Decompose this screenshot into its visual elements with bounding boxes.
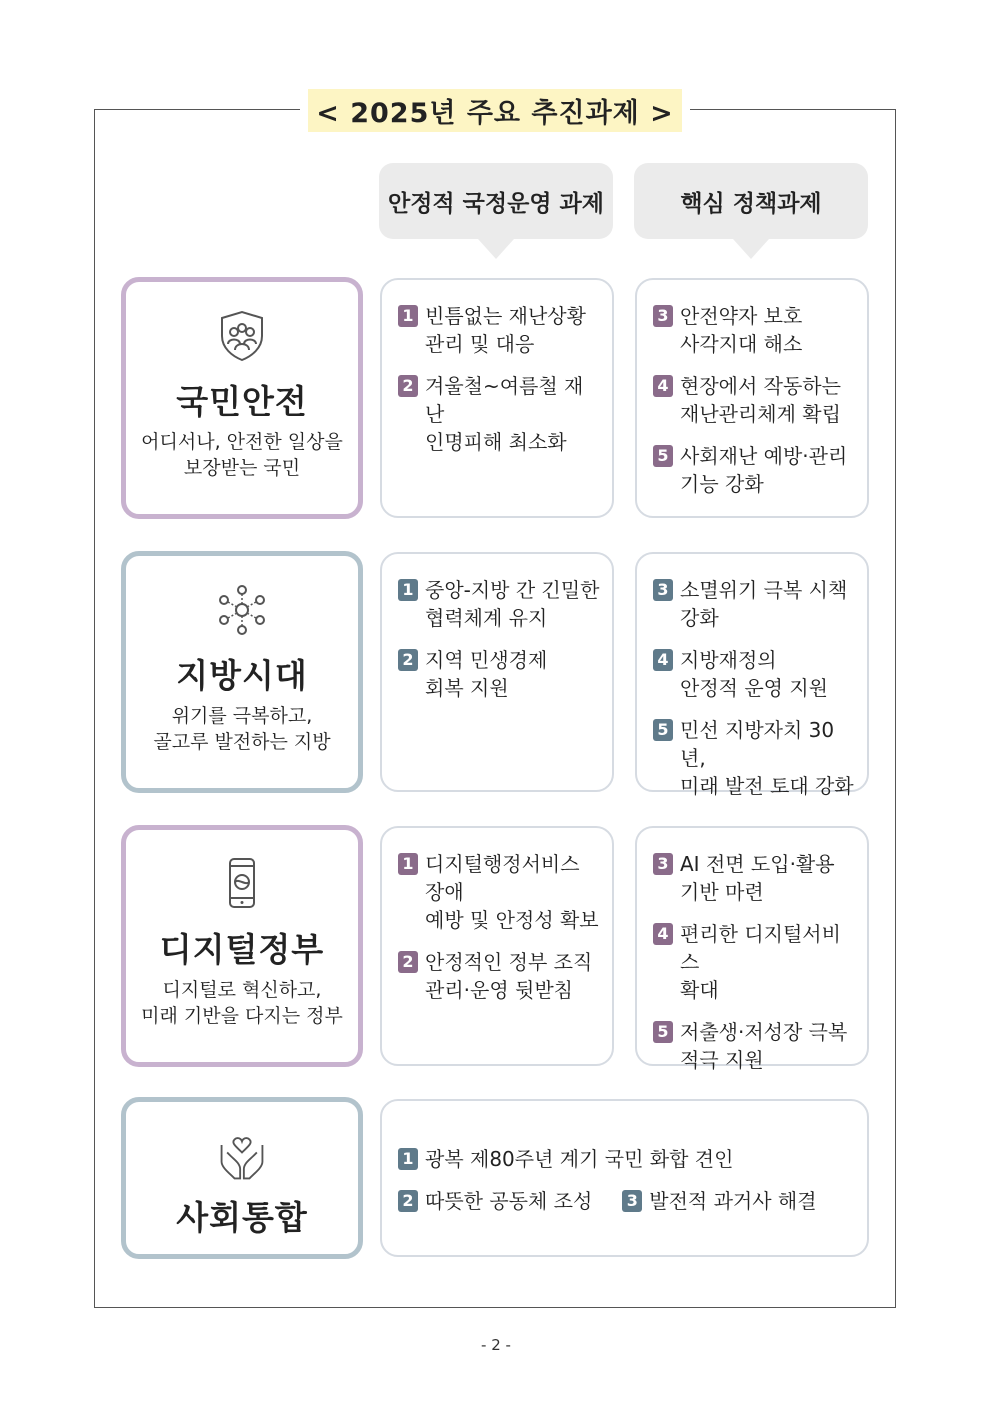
list-item-row — [398, 1187, 851, 1215]
category-desc: 어디서나, 안전한 일상을 보장받는 국민 — [141, 431, 343, 479]
list-item — [653, 716, 857, 800]
item-number: 2 — [398, 1190, 418, 1212]
list-item — [653, 1018, 857, 1074]
item-text: 민선 지방자치 30년, 미래 발전 토대 강화 — [680, 718, 854, 798]
card-regional-core — [635, 552, 869, 798]
category-desc: 디지털로 혁신하고, 미래 기반을 다지는 정부 — [141, 979, 343, 1027]
item-text: 발전적 과거사 해결 — [649, 1189, 817, 1213]
card-digital-stable — [380, 826, 614, 1066]
list-item — [653, 372, 857, 428]
page-title: < 2025년 주요 추진과제 > — [308, 89, 682, 132]
item-text: 안전약자 보호 사각지대 해소 — [680, 304, 803, 356]
hands-heart-icon — [216, 1132, 268, 1184]
card-public-safety-core — [635, 278, 869, 518]
item-text: 지방재정의 안정적 운영 지원 — [680, 648, 828, 700]
card-regional-stable — [380, 552, 614, 792]
list-item — [398, 576, 602, 632]
item-text: 지역 민생경제 회복 지원 — [425, 648, 548, 700]
title-container — [300, 90, 690, 130]
category-name: 사회통합 — [176, 1198, 308, 1237]
item-number: 2 — [398, 649, 418, 671]
item-number: 5 — [653, 1021, 673, 1043]
category-name: 지방시대 — [176, 656, 308, 695]
item-text: 빈틈없는 재난상황 관리 및 대응 — [425, 304, 586, 356]
item-number: 1 — [398, 853, 418, 875]
category-name: 디지털정부 — [159, 930, 325, 969]
item-number: 1 — [398, 1148, 418, 1170]
card-public-safety-stable — [380, 278, 614, 518]
category-public-safety — [121, 277, 363, 519]
list-item — [653, 442, 857, 498]
item-number: 4 — [653, 649, 673, 671]
item-number: 3 — [653, 305, 673, 327]
smartphone-icon — [214, 856, 270, 912]
category-regional-era — [121, 551, 363, 793]
item-number: 2 — [398, 375, 418, 397]
item-number: 5 — [653, 719, 673, 741]
page-number: - 2 - — [481, 1336, 511, 1354]
item-text: 중앙-지방 간 긴밀한 협력체계 유지 — [425, 578, 600, 630]
item-text: 소멸위기 극복 시책 강화 — [680, 578, 848, 630]
category-desc: 위기를 극복하고, 골고루 발전하는 지방 — [153, 705, 331, 753]
list-item — [653, 302, 857, 358]
item-text: 현장에서 작동하는 재난관리체계 확립 — [680, 374, 841, 426]
list-item — [398, 948, 602, 1004]
item-text: 편리한 디지털서비스 확대 — [680, 922, 841, 1002]
item-number: 3 — [653, 579, 673, 601]
item-text: 안정적인 정부 조직 관리·운영 뒷받침 — [425, 950, 593, 1002]
item-text: 디지털행정서비스 장애 예방 및 안정성 확보 — [425, 852, 599, 932]
item-number: 3 — [622, 1190, 642, 1212]
card-social-integration — [380, 1099, 869, 1257]
item-number: 4 — [653, 375, 673, 397]
header-core-policy: 핵심 정책과제 — [634, 163, 868, 239]
item-number: 5 — [653, 445, 673, 467]
item-text: 광복 제80주년 계기 국민 화합 견인 — [425, 1147, 734, 1171]
list-item — [398, 372, 602, 456]
item-text: AI 전면 도입·활용 기반 마련 — [680, 852, 835, 904]
list-item — [653, 920, 857, 1004]
list-item — [398, 646, 602, 702]
item-text: 저출생·저성장 극복 적극 지원 — [680, 1020, 848, 1072]
network-icon — [214, 582, 270, 638]
list-item — [653, 576, 857, 632]
category-digital-government — [121, 825, 363, 1067]
category-social-integration — [121, 1097, 363, 1259]
item-number: 3 — [653, 853, 673, 875]
header-stable-governance: 안정적 국정운영 과제 — [379, 163, 613, 239]
item-number: 1 — [398, 579, 418, 601]
item-number: 4 — [653, 923, 673, 945]
item-number: 2 — [398, 951, 418, 973]
list-item — [653, 646, 857, 702]
people-shield-icon — [214, 308, 270, 364]
item-text: 따뜻한 공동체 조성 — [425, 1189, 593, 1213]
category-name: 국민안전 — [176, 382, 308, 421]
card-digital-core — [635, 826, 869, 1072]
item-text: 겨울철~여름철 재난 인명피해 최소화 — [425, 374, 584, 454]
list-item — [398, 850, 602, 934]
item-text: 사회재난 예방·관리 기능 강화 — [680, 444, 848, 496]
list-item — [653, 850, 857, 906]
item-number: 1 — [398, 305, 418, 327]
list-item — [398, 1145, 851, 1173]
list-item — [398, 302, 602, 358]
